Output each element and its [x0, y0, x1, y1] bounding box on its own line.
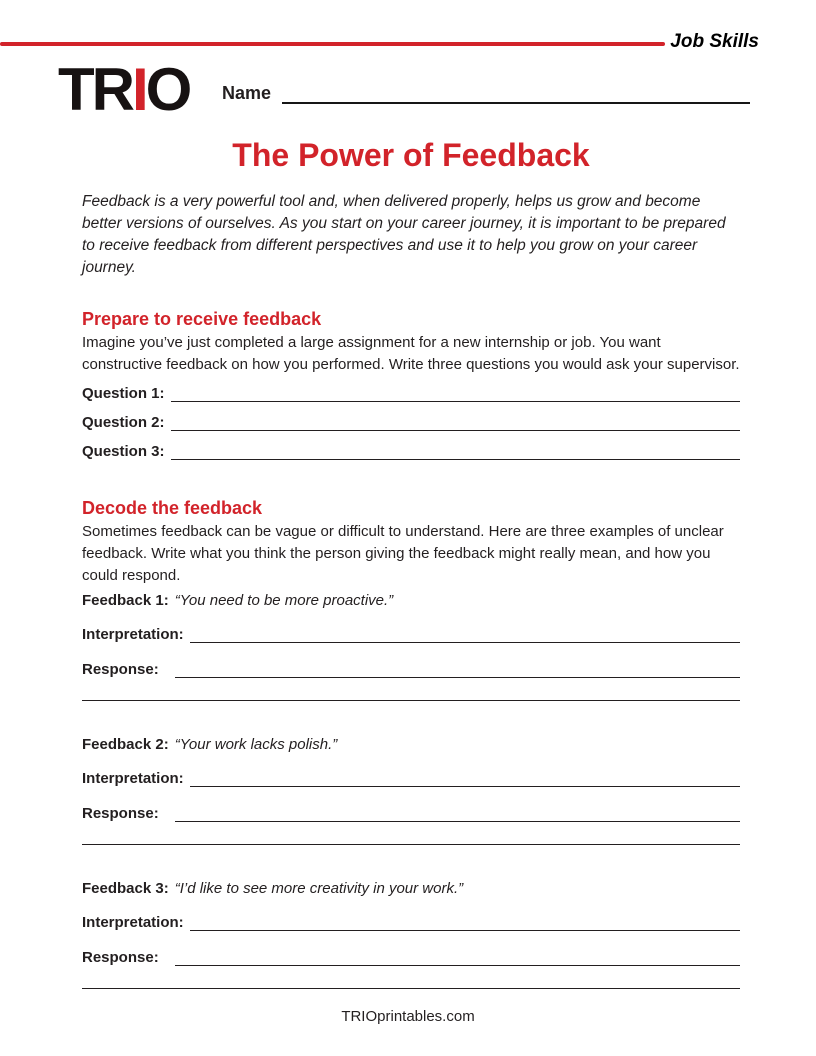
feedback-1-label: Feedback 1:	[82, 592, 169, 609]
worksheet-title: The Power of Feedback	[232, 137, 590, 173]
worksheet-category-label: Job Skills	[670, 31, 759, 52]
response-label: Response:	[82, 804, 159, 822]
feedback-1-row	[82, 592, 740, 612]
feedback-2-interpretation-line[interactable]	[190, 771, 740, 787]
question-1-row	[82, 382, 740, 402]
name-field-row	[222, 80, 750, 104]
feedback-3-interpretation-line[interactable]	[190, 915, 740, 931]
name-label: Name	[222, 83, 272, 104]
question-3-label: Question 3:	[82, 442, 165, 460]
logo-text-accent: I	[131, 56, 146, 123]
interpretation-label: Interpretation:	[82, 769, 184, 787]
question-3-row	[82, 440, 740, 460]
question-2-row	[82, 411, 740, 431]
feedback-3-response-row	[82, 946, 740, 966]
feedback-block-2	[82, 736, 740, 845]
spacer	[82, 701, 740, 731]
intro-paragraph: Feedback is a very powerful tool and, when delivered properly, helps us grow and become better versions of ourselves. As you start on your career journey, it is important to be prepared to receive feedback from different perspectives and use it to help you grow on your career journey.	[82, 193, 726, 276]
interpretation-label: Interpretation:	[82, 913, 184, 931]
response-label: Response:	[82, 948, 159, 966]
header-rule	[0, 42, 665, 46]
feedback-block-1	[82, 592, 740, 701]
spacer	[82, 845, 740, 875]
worksheet-content	[82, 137, 740, 989]
feedback-2-quote: “Your work lacks polish.”	[174, 736, 338, 753]
interpretation-label: Interpretation:	[82, 625, 184, 643]
feedback-3-response-extra-line[interactable]	[82, 988, 740, 989]
response-label: Response:	[82, 660, 159, 678]
feedback-1-response-line[interactable]	[175, 662, 740, 678]
feedback-block-3	[82, 880, 740, 989]
feedback-3-row	[82, 880, 740, 900]
feedback-3-response-line[interactable]	[175, 950, 740, 966]
section-body-prepare: Imagine you’ve just completed a large assignment for a new internship or job. You want constructive feedback on how you performed. Write three questions you would ask your supervisor.	[82, 334, 740, 373]
name-input-line[interactable]	[282, 84, 750, 104]
question-1-line[interactable]	[171, 386, 740, 402]
question-3-line[interactable]	[171, 444, 740, 460]
feedback-3-quote: “I’d like to see more creativity in your work.”	[174, 880, 464, 897]
feedback-2-response-row	[82, 802, 740, 822]
feedback-1-quote: “You need to be more proactive.”	[174, 592, 394, 609]
question-1-label: Question 1:	[82, 384, 165, 402]
question-2-label: Question 2:	[82, 413, 165, 431]
feedback-1-interpretation-line[interactable]	[190, 627, 740, 643]
logo-text-post: O	[145, 56, 190, 123]
feedback-3-interpretation-row	[82, 911, 740, 931]
footer-site-text: TRIOprintables.com	[341, 1008, 475, 1025]
logo-text-pre: TR	[58, 56, 132, 123]
feedback-2-row	[82, 736, 740, 756]
feedback-1-interpretation-row	[82, 623, 740, 643]
feedback-2-response-line[interactable]	[175, 806, 740, 822]
feedback-3-label: Feedback 3:	[82, 880, 169, 897]
question-2-line[interactable]	[171, 415, 740, 431]
trio-logo	[58, 56, 190, 123]
feedback-2-label: Feedback 2:	[82, 736, 169, 753]
feedback-1-response-row	[82, 658, 740, 678]
section-heading-prepare: Prepare to receive feedback	[82, 309, 322, 329]
feedback-2-interpretation-row	[82, 767, 740, 787]
section-body-decode: Sometimes feedback can be vague or difficult to understand. Here are three examples of unclear feedback. Write what you think the person giving the feedback might really mean, and how you could respond.	[82, 523, 724, 584]
section-heading-decode: Decode the feedback	[82, 498, 263, 518]
